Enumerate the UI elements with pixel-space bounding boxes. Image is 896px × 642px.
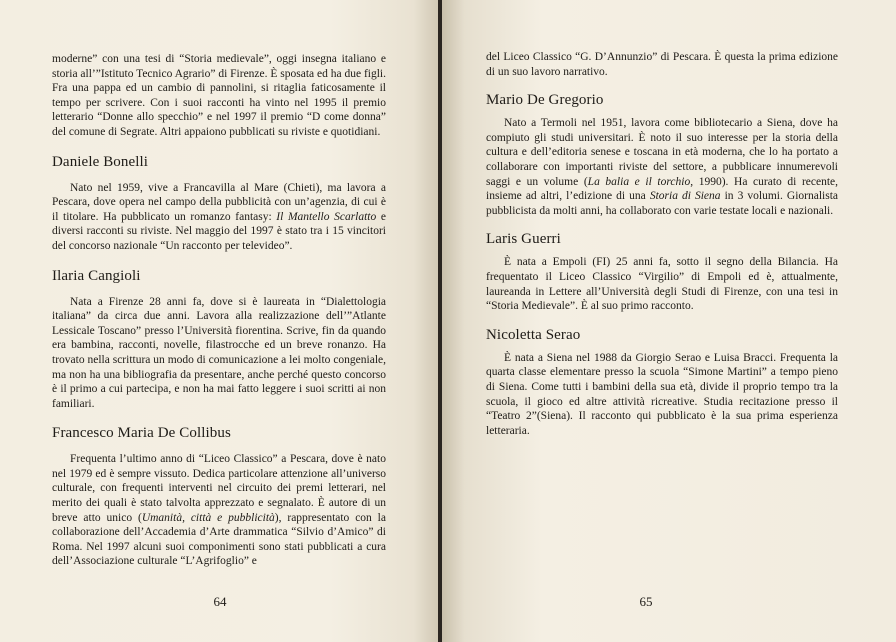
bio-text-bonelli-part-b: e diversi racconti su riviste. Nel maggio del 1997 è stato tra i 15 vincitori del concorso nazionale “Un racconto per televideo”. <box>52 210 386 252</box>
bio-text-guerri: È nata a Empoli (FI) 25 anni fa, sotto il segno della Bilancia. Ha frequentato il Liceo Classico “Virgilio” di Empoli ed è, attualmente, laureanda in Lettere all’Università degli Studi di Firenze, con una tesi in “Storia Medievale”. È al suo primo racconto. <box>486 256 838 313</box>
bio-heading-cangioli: Ilaria Cangioli <box>52 267 141 284</box>
bio-heading-de-gregorio: Mario De Gregorio <box>486 92 604 109</box>
right-page <box>442 0 896 642</box>
left-page-number: 64 <box>213 594 227 609</box>
book-title-balia: La balia e il torchio <box>587 175 691 188</box>
bio-text-serao: È nata a Siena nel 1988 da Giorgio Serao e Luisa Bracci. Frequenta la quarta classe elementare presso la scuola “Simone Martini” a tempo pieno di Siena. Come tutti i bambini della sua età, divide il proprio tempo tra la scuola, il gioco ed altre attività ricreative. Studia recitazione presso il “Teatro 2”(Siena). Il racconto qui pubblicato è la sua prima esperienza letteraria. <box>486 351 838 437</box>
bio-text-cangioli: Nata a Firenze 28 anni fa, dove si è laureata in “Dialettologia italiana” da circa due anni. Lavora alla realizzazione dell’”Atlante Lessicale Toscano” presso l’Università fiorentina. Scrive, fin da quando era bambina, racconti, novelle, filastrocche ed un breve ronanzo. Ha trovato nella scrittura un modo di comunicazione a lei molto congeniale, ma non ha una bibliografia da presentare, anche perché questo concorso è il primo a cui partecipa, e non ha mai fatto leggere i suoi scritti ai non familiari. <box>52 295 386 410</box>
play-title-umanita: Umanità, città e pubblicità <box>141 511 275 524</box>
bio-text-de-gregorio <box>486 116 838 218</box>
bio-text-de-collibus <box>52 452 386 569</box>
right-intro-paragraph: del Liceo Classico “G. D’Annunzio” di Pescara. È questa la prima edizione di un suo lavoro narrativo. <box>486 51 838 78</box>
bio-heading-bonelli: Daniele Bonelli <box>52 153 149 170</box>
left-intro-paragraph: moderne” con una tesi di “Storia medievale”, oggi insegna italiano e storia all’”Istituto Tecnico Agrario” di Firenze. È sposata ed ha due figli. Fra una pappa ed un cambio di pannolini, si ritaglia faticosamente il tempo per scrivere. Con i suoi racconti ha vinto nel 1995 il premio letterario “Donne allo specchio” e nel 1997 il premio “D come donna” del comune di Segrate. Altri appaiono pubblicati su riviste e quotidiani. <box>52 53 386 138</box>
bio-heading-de-collibus: Francesco Maria De Collibus <box>52 425 231 442</box>
right-page-number: 65 <box>639 594 653 609</box>
bio-text-de-gregorio-part-c: in 3 volumi. Giornalista pubblicista da molti anni, ha collaborato con varie testate locali e nazionali. <box>486 190 838 217</box>
bio-heading-guerri: Laris Guerri <box>486 231 561 248</box>
book-title-storia-siena: Storia di Siena <box>649 190 721 203</box>
bio-text-de-gregorio-part-a: Nato a Termoli nel 1951, lavora come bibliotecario a Siena, dove ha compiuto gli studi universitari. È noto il suo interesse per la storia della cultura e dell’editoria senese e toscana in età moderna, che lo ha portato a collaborare con importanti riviste del settore, a pubblicare innumerevoli saggi e un volume ( <box>486 117 838 188</box>
bio-text-de-gregorio-part-b: , 1990). Ha curato di recente, insieme ad altri, l’edizione di una <box>486 175 839 203</box>
bio-text-bonelli <box>52 181 386 254</box>
bio-text-de-collibus-part-b: ), rappresentato con la collaborazione dell’Accademia d’Arte drammatica “Silvio d’Amico” di Roma. Nel 1997 alcuni suoi componimenti sono stati pubblicati a cura dell’Associazione culturale “L’Agrifoglio” e <box>52 511 386 568</box>
book-title-mantello: Il Mantello Scarlatto <box>276 210 377 223</box>
left-page <box>0 0 440 642</box>
right-page-text-column <box>486 50 838 438</box>
left-page-text-column <box>52 52 386 569</box>
bio-text-de-collibus-part-a: Frequenta l’ultimo anno di “Liceo Classico” a Pescara, dove è nato nel 1979 ed è sempre vissuto. Dedica particolare attenzione all’universo culturale, con frequenti interventi nel circuito dei premi letterari, nel merito dei quali è stato talvolta apprezzato e segnalato. È autore di un breve atto unico ( <box>52 453 386 524</box>
bio-text-bonelli-part-a: Nato nel 1959, vive a Francavilla al Mare (Chieti), ma lavora a Pescara, dove opera nel campo della pubblicità con un’agenzia, di cui è il titolare. Ha pubblicato un romanzo fantasy: <box>52 181 386 223</box>
bio-heading-serao: Nicoletta Serao <box>486 326 581 343</box>
